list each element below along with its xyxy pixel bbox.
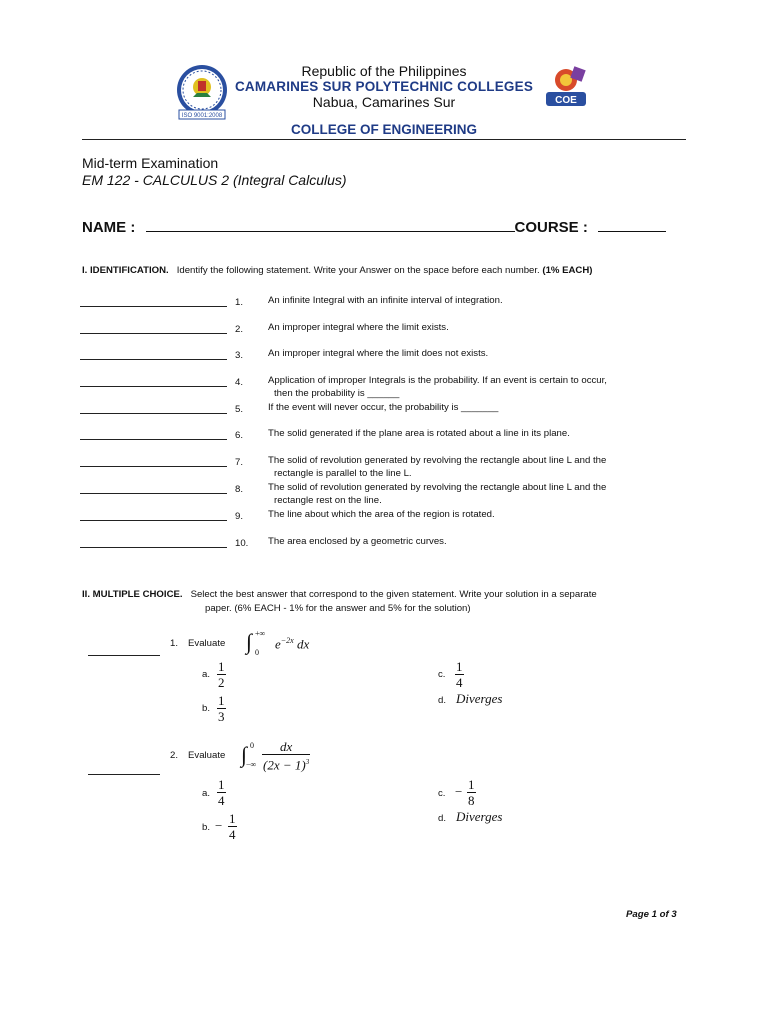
item-statement-line: The solid of revolution generated by revolving the rectangle about line L and the: [268, 482, 607, 493]
item-number: 5.: [235, 404, 244, 415]
option-label: b.: [202, 703, 211, 714]
item-number: 6.: [235, 430, 244, 441]
upper-limit: +∞: [255, 629, 266, 638]
page-number: Page 1 of 3: [626, 909, 677, 920]
numerator: 1: [218, 659, 225, 674]
answer-blank[interactable]: [80, 547, 227, 548]
integral-expression: ∫ +∞ 0: [246, 629, 266, 657]
answer-blank[interactable]: [80, 439, 227, 440]
integrand-fraction: [262, 739, 310, 772]
answer-blank[interactable]: [80, 520, 227, 521]
numerator: 1: [229, 811, 236, 826]
numerator: 1: [468, 777, 475, 792]
section-instructions-cont: paper. (6% EACH - 1% for the answer and 5% for the solution): [205, 603, 471, 614]
option-c-value: [467, 777, 476, 808]
answer-blank[interactable]: [80, 359, 227, 360]
denominator: 8: [468, 793, 475, 808]
item-statement-line: The solid generated if the plane area is rotated about a line in its plane.: [268, 428, 570, 439]
answer-blank[interactable]: [80, 466, 227, 467]
item-statement: [268, 536, 688, 549]
section-identification-heading: [82, 265, 592, 276]
seal-caption: ISO 9001:2008: [181, 113, 223, 119]
item-statement-line: An improper integral where the limit exists.: [268, 322, 449, 333]
option-c-value: [455, 659, 464, 690]
denominator: 2: [218, 675, 225, 690]
answer-blank[interactable]: [80, 386, 227, 387]
item-number: 4.: [235, 377, 244, 388]
course-label: COURSE :: [514, 219, 588, 236]
item-number: 2.: [235, 324, 244, 335]
item-number: 9.: [235, 511, 244, 522]
item-statement: [268, 295, 688, 308]
course-blank: [598, 219, 666, 232]
option-b-value: [217, 693, 226, 724]
lower-limit: 0: [255, 648, 259, 657]
option-d-value: Diverges: [456, 809, 503, 824]
option-b-value: [228, 811, 237, 842]
option-label: a.: [202, 788, 211, 799]
item-statement: [268, 509, 688, 522]
differential: dx: [296, 636, 310, 652]
denominator: 4: [229, 827, 236, 842]
integrand-exponent: −2x: [280, 636, 294, 645]
item-statement-line: The line about which the area of the region is rotated.: [268, 509, 495, 520]
question-label: Evaluate: [188, 750, 226, 761]
lower-limit: −∞: [246, 760, 257, 769]
integrand: [275, 636, 309, 652]
option-label: d.: [438, 813, 447, 824]
option-label: c.: [438, 788, 446, 799]
option-d-value: Diverges: [456, 691, 503, 706]
item-number: 3.: [235, 350, 244, 361]
option-a-value: [217, 659, 226, 690]
numerator: 1: [218, 693, 225, 708]
item-statement: [268, 402, 688, 415]
item-statement-line: If the event will never occur, the probability is _______: [268, 402, 499, 413]
item-number: 8.: [235, 484, 244, 495]
school-name: CAMARINES SUR POLYTECHNIC COLLEGES: [234, 79, 534, 94]
option-label: a.: [202, 669, 211, 680]
integral-expression: ∫ 0 −∞: [241, 741, 257, 769]
section-instructions: Identify the following statement. Write your Answer on the space before each number.: [176, 265, 540, 276]
answer-blank: [88, 655, 160, 656]
section-title: II. MULTIPLE CHOICE.: [82, 589, 183, 600]
name-blank: [146, 219, 515, 232]
item-number: 10.: [235, 538, 249, 549]
option-a-value: [217, 777, 226, 808]
header-divider: [82, 139, 686, 140]
denominator: (2x − 1): [263, 757, 306, 773]
integrand-base: e: [275, 636, 281, 652]
question-number: 1.: [170, 638, 179, 649]
answer-blank[interactable]: [80, 333, 227, 334]
item-statement: [268, 428, 688, 441]
option-b-sign: −: [215, 818, 223, 833]
option-label: b.: [202, 822, 211, 833]
item-number: 7.: [235, 457, 244, 468]
item-statement-line: The solid of revolution generated by revolving the rectangle about line L and the: [268, 455, 607, 466]
answer-blank[interactable]: [80, 306, 227, 307]
section-instructions: Select the best answer that correspond to the given statement. Write your solution in a separate: [190, 589, 597, 600]
name-course-row: [82, 219, 666, 236]
item-statement-line: rectangle is parallel to the line L.: [274, 467, 412, 479]
section-points: (1% EACH): [542, 265, 593, 276]
coe-caption: COE: [555, 95, 577, 106]
answer-blank[interactable]: [80, 493, 227, 494]
item-statement: [268, 322, 688, 335]
denominator: 4: [456, 675, 463, 690]
option-c-sign: −: [455, 784, 463, 799]
college-name: COLLEGE OF ENGINEERING: [290, 122, 477, 137]
upper-limit: 0: [250, 741, 254, 750]
item-statement-line: The area enclosed by a geometric curves.: [268, 536, 447, 547]
item-statement-line: An improper integral where the limit does not exists.: [268, 348, 489, 359]
answer-blank: [88, 774, 160, 775]
question-number: 2.: [170, 750, 179, 761]
exam-subject: EM 122 - CALCULUS 2 (Integral Calculus): [82, 172, 347, 188]
item-statement: [268, 482, 688, 507]
denominator: 4: [218, 793, 225, 808]
section-title: I. IDENTIFICATION.: [82, 265, 169, 276]
item-statement-line: rectangle rest on the line.: [274, 494, 382, 506]
item-statement: [268, 455, 688, 480]
answer-blank[interactable]: [80, 413, 227, 414]
option-label: c.: [438, 669, 446, 680]
item-number: 1.: [235, 297, 244, 308]
item-statement-line: then the probability is ______: [274, 387, 400, 399]
school-location: Nabua, Camarines Sur: [312, 94, 456, 110]
numerator: 1: [218, 777, 225, 792]
numerator: 1: [456, 659, 463, 674]
item-statement-line: Application of improper Integrals is the probability. If an event is certain to occur,: [268, 375, 607, 386]
exam-type: Mid-term Examination: [82, 155, 219, 171]
option-label: d.: [438, 695, 447, 706]
item-statement-line: An infinite Integral with an infinite interval of integration.: [268, 295, 503, 306]
item-statement: [268, 348, 688, 361]
question-label: Evaluate: [188, 638, 226, 649]
section-multiple-choice-heading: [82, 589, 597, 600]
republic-heading: Republic of the Philippines: [301, 63, 467, 79]
item-statement: [268, 375, 688, 400]
numerator: dx: [279, 739, 293, 754]
denominator: 3: [218, 709, 225, 724]
name-label: NAME :: [82, 219, 136, 236]
denominator-exponent: 3: [305, 758, 310, 766]
